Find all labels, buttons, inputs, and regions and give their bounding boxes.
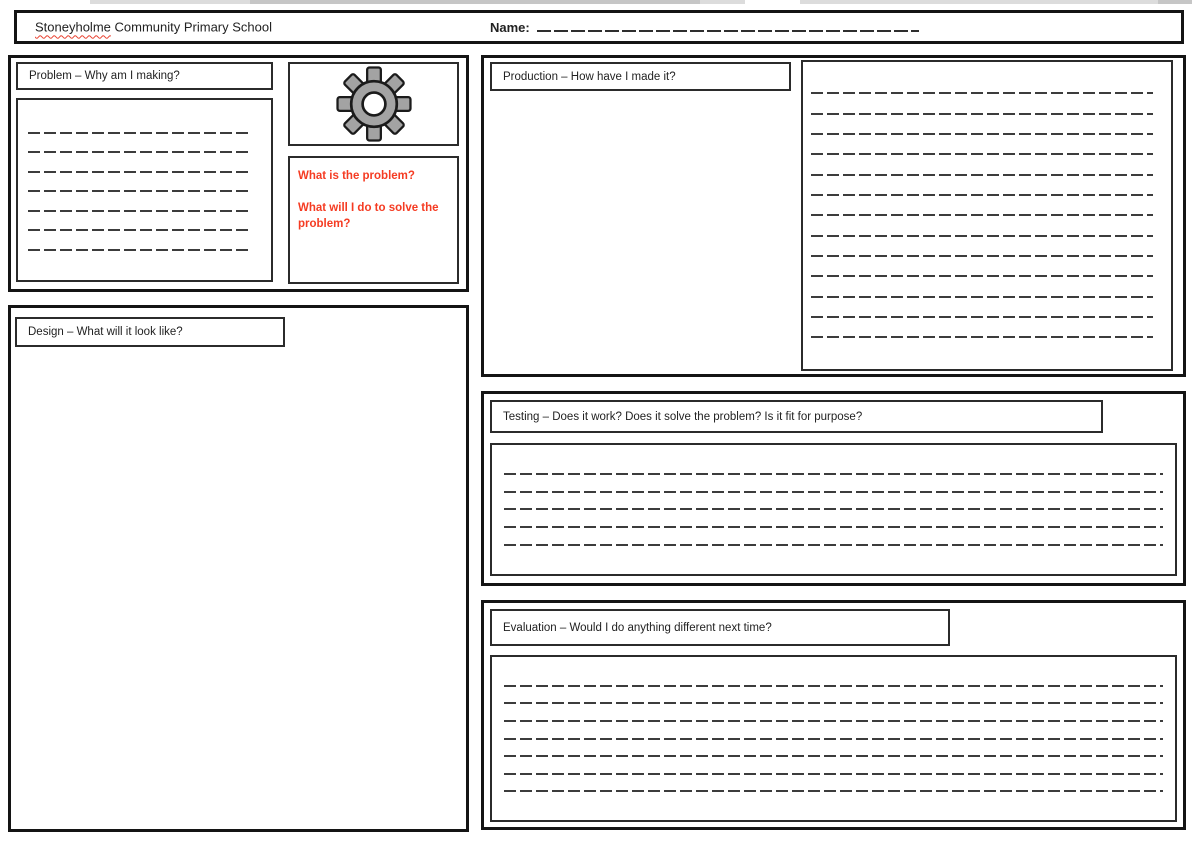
writing-line xyxy=(28,132,251,134)
testing-title xyxy=(490,400,1103,433)
writing-line xyxy=(504,526,1163,528)
prompt-question-2: What will I do to solve the problem? xyxy=(298,201,439,231)
production-title xyxy=(490,62,791,91)
writing-line xyxy=(504,790,1163,792)
screen-edge-artifact xyxy=(800,0,1158,4)
name-input-line[interactable] xyxy=(537,30,919,32)
writing-line xyxy=(504,720,1163,722)
problem-writing-lines[interactable] xyxy=(16,98,273,282)
design-title-label: Design – What will it look like? xyxy=(28,326,183,338)
school-name-rest: Community Primary School xyxy=(110,19,272,35)
writing-line xyxy=(811,133,1153,135)
writing-line xyxy=(504,473,1163,475)
design-title xyxy=(15,317,285,347)
evaluation-title xyxy=(490,609,950,646)
writing-line xyxy=(811,194,1153,196)
screen-edge-artifact xyxy=(250,0,700,4)
evaluation-writing-lines[interactable] xyxy=(490,655,1177,822)
writing-line xyxy=(811,92,1153,94)
writing-line xyxy=(504,702,1163,704)
writing-line xyxy=(28,249,251,251)
testing-writing-lines[interactable] xyxy=(490,443,1177,576)
section-design xyxy=(8,305,469,832)
writing-line xyxy=(811,235,1153,237)
production-writing-lines[interactable] xyxy=(801,60,1173,371)
section-testing xyxy=(481,391,1186,586)
testing-title-label: Testing – Does it work? Does it solve the problem? Is it fit for purpose? xyxy=(503,410,863,423)
writing-line xyxy=(504,544,1163,546)
school-name xyxy=(35,20,272,35)
name-field xyxy=(490,13,919,41)
name-label: Name: xyxy=(490,19,530,35)
writing-line xyxy=(28,151,251,153)
writing-line xyxy=(811,153,1153,155)
writing-line xyxy=(28,229,251,231)
design-drawing-area[interactable] xyxy=(13,352,463,826)
evaluation-title-label: Evaluation – Would I do anything different next time? xyxy=(503,621,772,634)
writing-line xyxy=(504,508,1163,510)
writing-line xyxy=(811,296,1153,298)
gear-icon xyxy=(336,66,412,142)
prompt-box xyxy=(288,156,459,284)
production-title-label: Production – How have I made it? xyxy=(503,70,676,83)
writing-line xyxy=(504,755,1163,757)
writing-line xyxy=(811,214,1153,216)
writing-line xyxy=(504,491,1163,493)
section-problem xyxy=(8,55,469,292)
writing-line xyxy=(28,171,251,173)
writing-line xyxy=(811,174,1153,176)
section-production xyxy=(481,55,1186,377)
writing-line xyxy=(28,210,251,212)
writing-line xyxy=(28,190,251,192)
problem-title-label: Problem – Why am I making? xyxy=(29,70,180,82)
writing-line xyxy=(811,336,1153,338)
writing-line xyxy=(504,685,1163,687)
problem-title xyxy=(16,62,273,90)
writing-line xyxy=(504,773,1163,775)
school-name-first-word: Stoneyholme xyxy=(35,19,111,35)
writing-line xyxy=(811,113,1153,115)
writing-line xyxy=(504,738,1163,740)
prompt-question-1: What is the problem? xyxy=(298,170,415,182)
gear-box xyxy=(288,62,459,146)
writing-line xyxy=(811,316,1153,318)
screen-edge-artifact xyxy=(1158,0,1192,4)
writing-line xyxy=(811,275,1153,277)
header xyxy=(14,10,1184,44)
writing-line xyxy=(811,255,1153,257)
section-evaluation xyxy=(481,600,1186,830)
